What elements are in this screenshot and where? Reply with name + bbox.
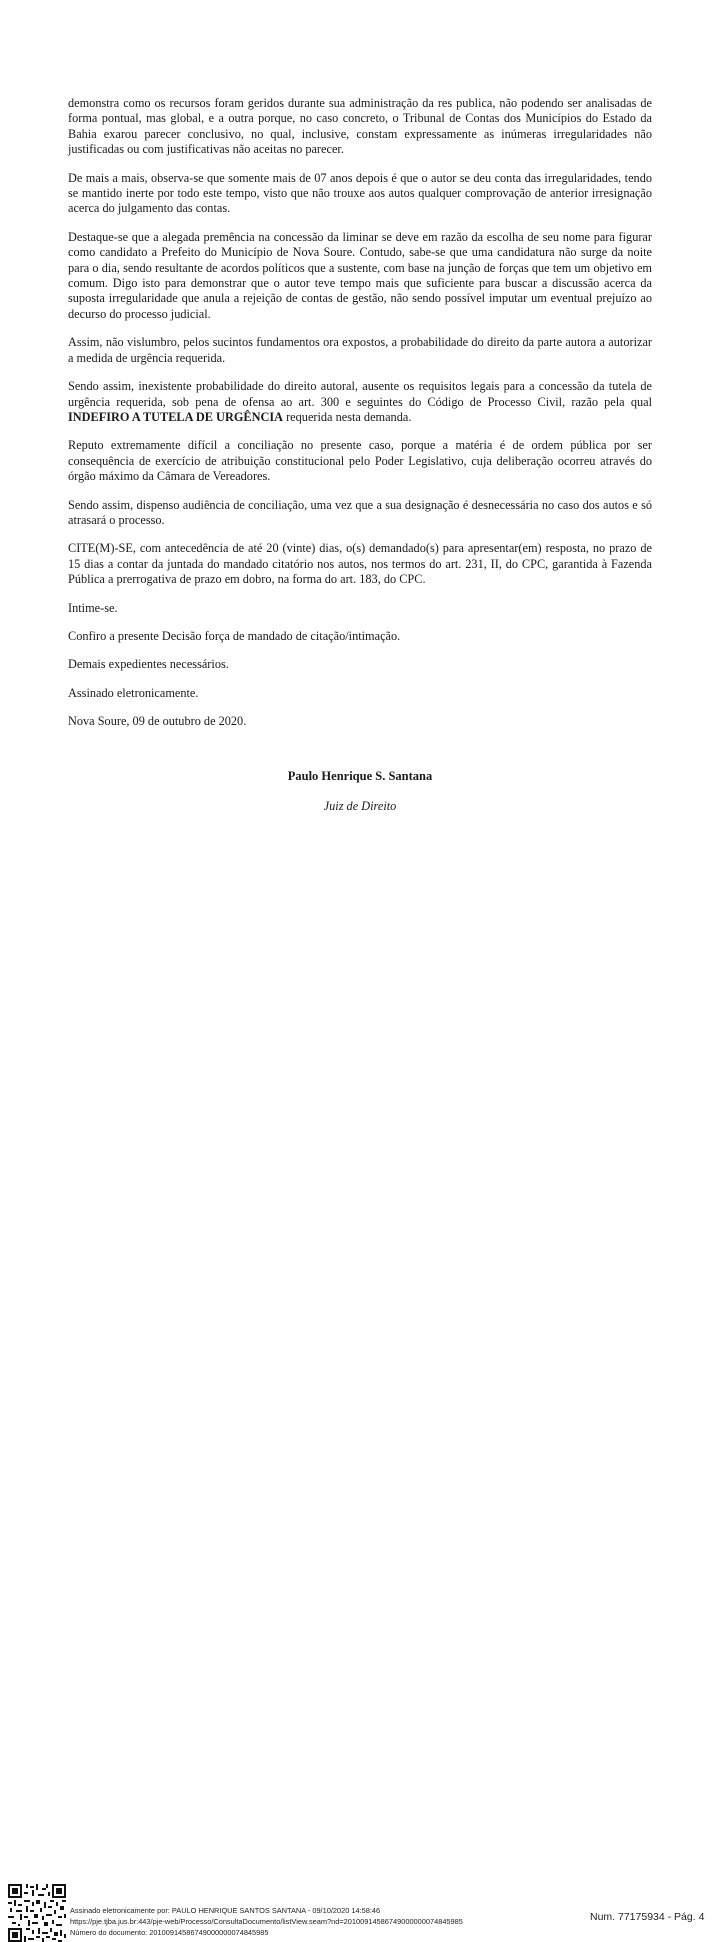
paragraph-3: Destaque-se que a alegada premência na concessão da liminar se deve em razão da escolha de seu nome para figurar como candidato a Prefeito do Município de Nova Soure. Contudo, sabe-se que uma candidatura não surge da noite para o dia, sendo resultante de acordos políticos que a sustente, com base na junção de forças que tem um objetivo em comum. Digo isto para demonstrar que o autor teve tempo mais que suficiente para buscar a discussão acerca da suposta irregularidade que anula a rejeição de contas de gestão, não sendo possível imputar um eventual prejuízo ao decurso do processo judicial. bbox=[68, 229, 652, 321]
footer-signed-by: Assinado eletronicamente por: PAULO HENRIQUE SANTOS SANTANA - 09/10/2020 14:58:46 bbox=[70, 1906, 381, 1915]
paragraph-date: Nova Soure, 09 de outubro de 2020. bbox=[68, 714, 247, 729]
decision-text-before: Sendo assim, inexistente probabilidade do direito autoral, ausente os requisitos legais para a concessão da tutela de urgência requerida, sob pena de ofensa ao art. 300 e seguintes do Código de Processo Civil, razão pela qual bbox=[68, 379, 652, 409]
decision-bold-text: INDEFIRO A TUTELA DE URGÊNCIA bbox=[68, 409, 284, 424]
paragraph-assinado: Assinado eletronicamente. bbox=[68, 685, 199, 700]
decision-text-after: requerida nesta demanda. bbox=[283, 409, 412, 424]
paragraph-citation: CITE(M)-SE, com antecedência de até 20 (vinte) dias, o(s) demandado(s) para apresentar(em) resposta, no prazo de 15 dias a contar da juntada do mandado citatório nos autos, nos termos do art. 231, II, do CPC, garantida à Fazenda Pública a prerrogativa de prazo em dobro, na forma do art. 183, do CPC. bbox=[68, 541, 652, 587]
footer bbox=[0, 940, 720, 1937]
signature-name: Paulo Henrique S. Santana bbox=[287, 769, 433, 783]
qr-code-icon bbox=[8, 1884, 66, 1942]
paragraph-2: De mais a mais, observa-se que somente mais de 07 anos depois é que o autor se deu conta das irregularidades, tendo se mantido inerte por todo este tempo, visto que não trouxe aos autos qualquer comprovação de anterior irresignação acerca do julgamento das contas. bbox=[68, 170, 652, 216]
footer-document-number: Número do documento: 20100914586749000000074845985 bbox=[70, 1928, 269, 1937]
paragraph-intime: Intime-se. bbox=[68, 600, 118, 615]
paragraph-1: demonstra como os recursos foram geridos durante sua administração da res publica, não podendo ser analisadas de forma pontual, mas global, e a outra porque, no caso concreto, o Tribunal de Contas dos Municípios do Estado da Bahia exarou parecer conclusivo, no qual, inclusive, constam expressamente as inúmeras irregularidades não justificadas ou com justificativas não aceitas no parecer. bbox=[68, 96, 652, 157]
signature-role: Juiz de Direito bbox=[323, 799, 397, 813]
page-reference: Num. 77175934 - Pág. 4 bbox=[590, 1911, 705, 1923]
footer-signature-info bbox=[70, 1905, 463, 1938]
footer-document-url[interactable]: https://pje.tjba.jus.br:443/pje-web/Processo/ConsultaDocumento/listView.seam?nd=20100914586749000000074845985 bbox=[70, 1917, 463, 1926]
paragraph-4: Assim, não vislumbro, pelos sucintos fundamentos ora expostos, a probabilidade do direito da parte autora a autorizar a medida de urgência requerida. bbox=[68, 335, 652, 365]
paragraph-confiro: Confiro a presente Decisão força de mandado de citação/intimação. bbox=[68, 628, 401, 643]
document-body bbox=[68, 96, 652, 743]
paragraph-conciliation: Reputo extremamente difícil a conciliação no presente caso, porque a matéria é de ordem pública por ser consequência de exercício de atribuição constitucional pelo Poder Legislativo, cuja deliberação ocorreu através do órgão máximo da Câmara de Vereadores. bbox=[68, 438, 652, 484]
paragraph-dispense: Sendo assim, dispenso audiência de conciliação, uma vez que a sua designação é desnecessária no caso dos autos e só atrasará o processo. bbox=[68, 497, 652, 527]
decision-paragraph bbox=[68, 379, 652, 425]
paragraph-expedientes: Demais expedientes necessários. bbox=[68, 657, 229, 672]
